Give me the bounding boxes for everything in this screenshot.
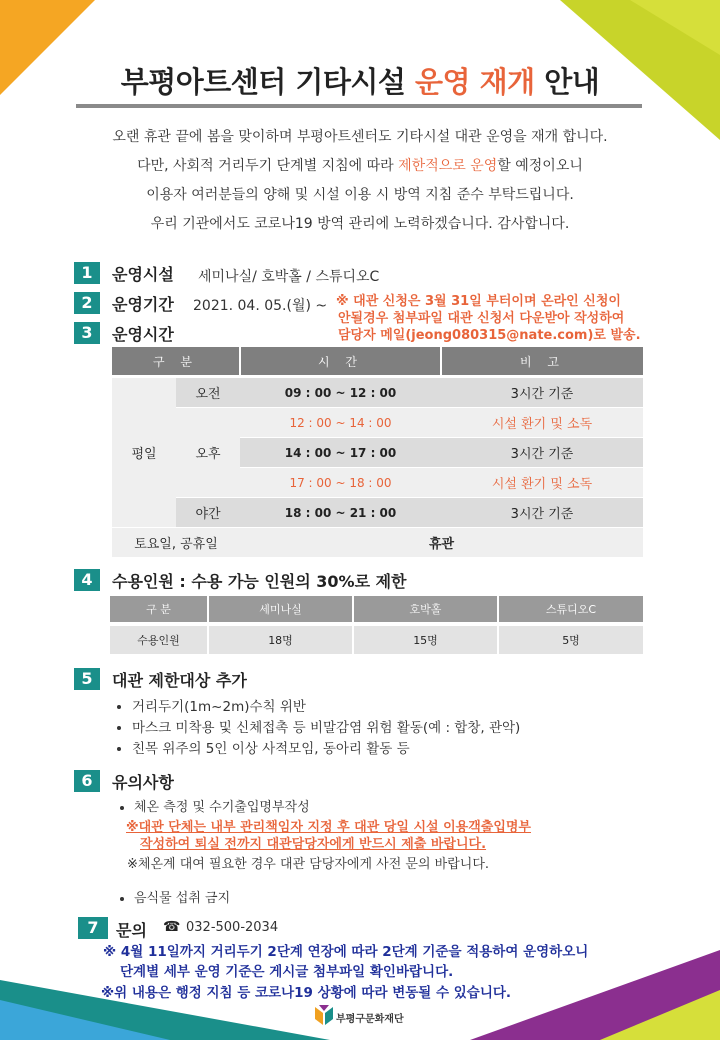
section-1-number: 1 bbox=[74, 262, 100, 284]
list-item: • 음식물 섭취 금지 bbox=[134, 888, 230, 909]
seminar-capacity: 18명 bbox=[208, 626, 353, 654]
list-item: • 마스크 미착용 및 신체접촉 등 비말감염 위험 활동(예 : 합창, 관악) bbox=[132, 718, 520, 739]
time-cell: 09 : 00 ~ 12 : 00 bbox=[240, 378, 441, 408]
note-cell: 3시간 기준 bbox=[441, 498, 643, 528]
notice-line-3: ※위 내용은 행정 지침 등 코로나19 상황에 따라 변동될 수 있습니다. bbox=[101, 985, 512, 1001]
section-2-number: 2 bbox=[74, 292, 100, 314]
section-7-number: 7 bbox=[78, 917, 108, 939]
list-item: • 체온 측정 및 수기출입명부작성 bbox=[134, 797, 310, 818]
row-label: 수용인원 bbox=[110, 626, 208, 654]
am-cell: 오전 bbox=[176, 378, 240, 408]
intro-line-2: 다만, 사회적 거리두기 단계별 지침에 따라 제한적으로 운영할 예정이오니 bbox=[137, 158, 583, 174]
time-cell: 18 : 00 ~ 21 : 00 bbox=[240, 498, 441, 528]
section-5-number: 5 bbox=[74, 668, 100, 690]
group-manager-note: ※대관 단체는 내부 관리책임자 지정 후 대관 당일 시설 이용객출입명부 작성하여 퇴실 전까지 대관담당자에게 반드시 제출 바랍니다. bbox=[126, 820, 531, 852]
thermometer-note: ※체온계 대여 필요한 경우 대관 담당자에게 사전 문의 바랍니다. bbox=[127, 857, 490, 872]
header-category: 구 분 bbox=[110, 596, 208, 622]
intro-line-3: 이용자 여러분들의 양해 및 시설 이용 시 방역 지침 준수 부탁드립니다. bbox=[146, 187, 574, 203]
header-hobak-hall: 호박홀 bbox=[353, 596, 498, 622]
section-7-title: 문의 bbox=[116, 921, 147, 940]
section-2-title: 운영기간 bbox=[112, 295, 174, 314]
header-seminar: 세미나실 bbox=[208, 596, 353, 622]
application-note: ※ 대관 신청은 3월 31일 부터이며 온라인 신청이 안될경우 첨부파일 대관 신청서 다운받아 작성하여 담당자 메일(jeong080315@nate.com)로 발송. bbox=[336, 294, 641, 343]
pm-cell: 오후 bbox=[176, 408, 240, 498]
table-header-row bbox=[112, 347, 643, 375]
table-header-row bbox=[110, 596, 643, 622]
closed-cell: 휴관 bbox=[240, 528, 643, 558]
contact-phone: 032-500-2034 bbox=[186, 920, 279, 935]
header-studio: 스튜디오C bbox=[498, 596, 643, 622]
capacity-table bbox=[110, 596, 643, 654]
title-divider bbox=[76, 104, 642, 108]
section-4-title: 수용인원 : 수용 가능 인원의 30%로 제한 bbox=[112, 572, 407, 591]
caution-list-1 bbox=[116, 797, 310, 818]
table-row bbox=[112, 378, 643, 408]
table-row bbox=[112, 498, 643, 528]
holiday-cell: 토요일, 공휴일 bbox=[112, 528, 240, 558]
notice-line-2: 단계별 세부 운영 기준은 게시글 첨부파일 확인바랍니다. bbox=[120, 964, 454, 980]
header-category: 구 분 bbox=[112, 347, 240, 375]
intro-line-1: 오랜 휴관 끝에 봄을 맞이하며 부평아트센터도 기타시설 대관 운영을 재개 합니다. bbox=[112, 129, 608, 145]
note-cell: 3시간 기준 bbox=[441, 378, 643, 408]
list-item: • 친목 위주의 5인 이상 사적모임, 동아리 활동 등 bbox=[132, 739, 520, 760]
section-1-title: 운영시설 bbox=[112, 265, 174, 284]
page-title: 부평아트센터 기타시설 운영 재개 안내 bbox=[120, 65, 600, 99]
table-row bbox=[110, 626, 643, 654]
section-4-number: 4 bbox=[74, 569, 100, 591]
time-cell: 17 : 00 ~ 18 : 00 bbox=[240, 468, 441, 498]
section-6-number: 6 bbox=[74, 770, 100, 792]
list-item: • 거리두기(1m~2m)수칙 위반 bbox=[132, 697, 520, 718]
restriction-list bbox=[114, 697, 520, 760]
section-5-title: 대관 제한대상 추가 bbox=[112, 671, 247, 690]
table-row bbox=[112, 408, 643, 438]
hobak-capacity: 15명 bbox=[353, 626, 498, 654]
phone-icon: ☎ bbox=[163, 919, 181, 935]
section-3-title: 운영시간 bbox=[112, 325, 174, 344]
note-cell: 시설 환기 및 소독 bbox=[441, 468, 643, 498]
time-cell: 12 : 00 ~ 14 : 00 bbox=[240, 408, 441, 438]
foundation-name: 부평구문화재단 bbox=[336, 1014, 404, 1025]
operating-hours-table bbox=[112, 347, 643, 558]
time-cell: 14 : 00 ~ 17 : 00 bbox=[240, 438, 441, 468]
intro-line-4: 우리 기관에서도 코로나19 방역 관리에 노력하겠습니다. 감사합니다. bbox=[150, 216, 570, 232]
weekday-cell: 평일 bbox=[112, 378, 176, 528]
notice-line-1: ※ 4월 11일까지 거리두기 2단계 연장에 따라 2단계 기준을 적용하여 운영하오니 bbox=[103, 944, 589, 960]
section-6-title: 유의사항 bbox=[112, 773, 174, 792]
facilities-value: 세미나실/ 호박홀 / 스튜디오C bbox=[198, 269, 380, 285]
studio-capacity: 5명 bbox=[498, 626, 643, 654]
foundation-logo-icon bbox=[315, 1005, 333, 1027]
note-cell: 3시간 기준 bbox=[441, 438, 643, 468]
note-cell: 시설 환기 및 소독 bbox=[441, 408, 643, 438]
night-cell: 야간 bbox=[176, 498, 240, 528]
period-value: 2021. 04. 05.(월) ~ bbox=[193, 298, 328, 314]
header-note: 비 고 bbox=[441, 347, 643, 375]
table-row bbox=[112, 528, 643, 558]
header-time: 시 간 bbox=[240, 347, 441, 375]
section-3-number: 3 bbox=[74, 322, 100, 344]
caution-list-2 bbox=[116, 888, 230, 909]
